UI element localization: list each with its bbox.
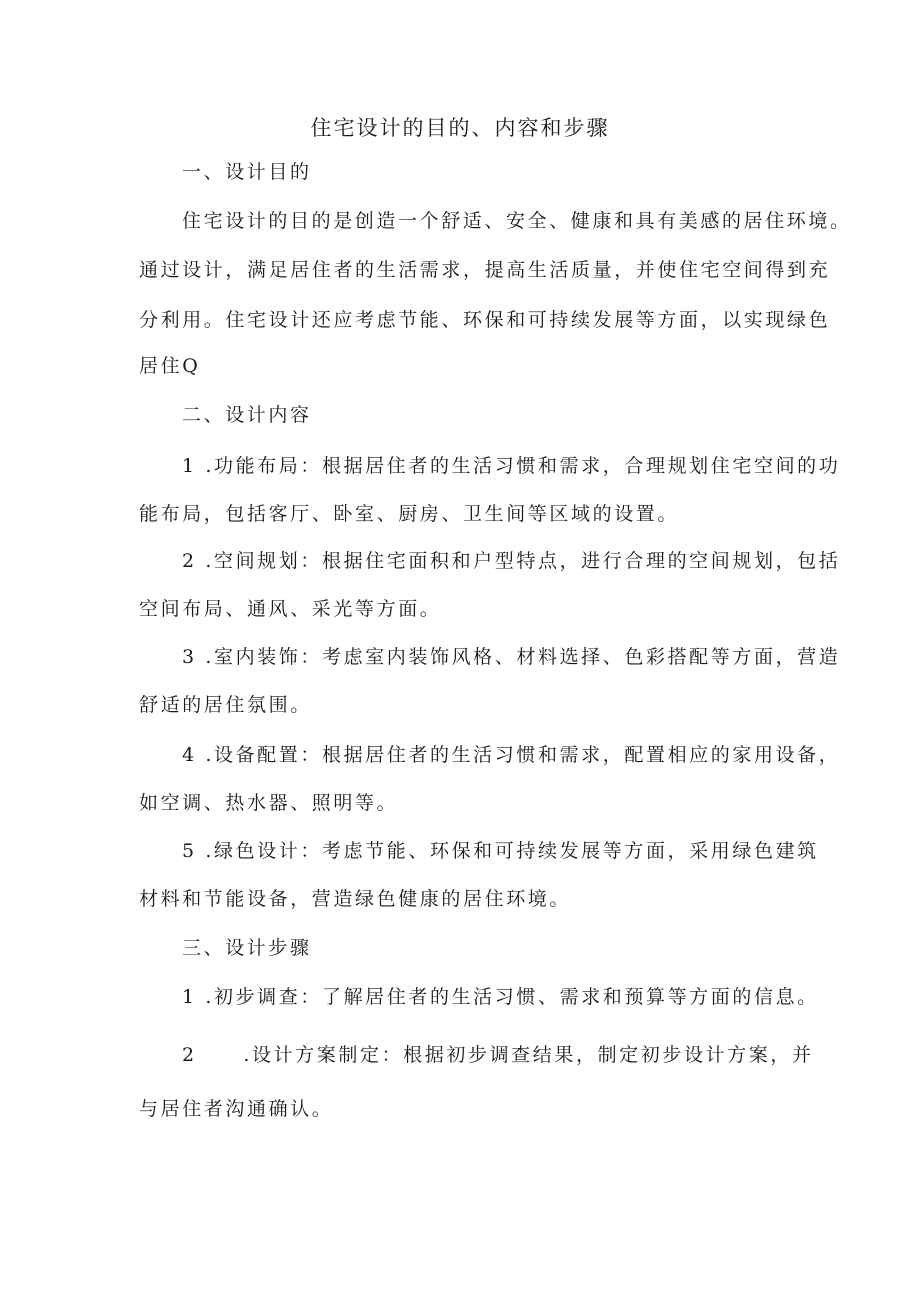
list-item-first-line <box>182 1046 814 1065</box>
list-item-cont-line: 如空调、热水器、照明等。 <box>139 792 399 814</box>
list-item-cont-line: 能布局，包括客厅、卧室、厨房、卫生间等区域的设置。 <box>139 503 680 525</box>
list-item-cont-line: 舒适的居住氛围。 <box>139 694 312 716</box>
section-heading-content: 二、设计内容 <box>182 404 312 426</box>
paragraph-line: 通过设计，满足居住者的生活需求，提高生活质量，并使住宅空间得到充 <box>139 259 831 281</box>
list-number: 2 <box>182 1044 197 1066</box>
list-text: .绿色设计：考虑节能、环保和可持续发展等方面，采用绿色建筑 <box>205 840 819 862</box>
list-text: .初步调查：了解居住者的生活习惯、需求和预算等方面的信息。 <box>205 986 819 1008</box>
list-number: 2 <box>182 550 197 572</box>
paragraph-line: 居住Q <box>139 355 201 377</box>
section-heading-steps: 三、设计步骤 <box>182 937 312 959</box>
list-text: .空间规划：根据住宅面积和户型特点，进行合理的空间规划，包括 <box>205 550 841 572</box>
list-item-cont-line: 与居住者沟通确认。 <box>139 1098 334 1120</box>
list-number: 1 <box>182 455 197 477</box>
list-text: .设计方案制定：根据初步调查结果，制定初步设计方案，并 <box>243 1044 814 1066</box>
list-number: 3 <box>182 646 197 668</box>
paragraph-line: 住宅设计的目的是创造一个舒适、安全、健康和具有美感的居住环境。 <box>182 210 852 232</box>
list-text: .设备配置：根据居住者的生活习惯和需求，配置相应的家用设备， <box>205 744 841 766</box>
list-item-first-line <box>182 457 840 476</box>
list-item-first-line <box>182 746 840 765</box>
list-item-cont-line: 材料和节能设备，营造绿色健康的居住环境。 <box>139 888 572 910</box>
list-number: 4 <box>182 744 197 766</box>
list-item-first-line <box>182 842 819 861</box>
list-number: 1 <box>182 986 197 1008</box>
paragraph-line: 分利用。住宅设计还应考虑节能、环保和可持续发展等方面，以实现绿色 <box>139 309 831 331</box>
list-text: .室内装饰：考虑室内装饰风格、材料选择、色彩搭配等方面，营造 <box>205 646 841 668</box>
list-text: .功能布局：根据居住者的生活习惯和需求，合理规划住宅空间的功 <box>205 455 841 477</box>
section-heading-purpose: 一、设计目的 <box>182 161 312 183</box>
list-item-first-line <box>182 988 819 1007</box>
page-title: 住宅设计的目的、内容和步骤 <box>310 116 610 140</box>
list-item-cont-line: 空间布局、通风、采光等方面。 <box>139 598 442 620</box>
list-item-first-line <box>182 648 840 667</box>
list-number: 5 <box>182 840 197 862</box>
list-item-first-line <box>182 552 840 571</box>
